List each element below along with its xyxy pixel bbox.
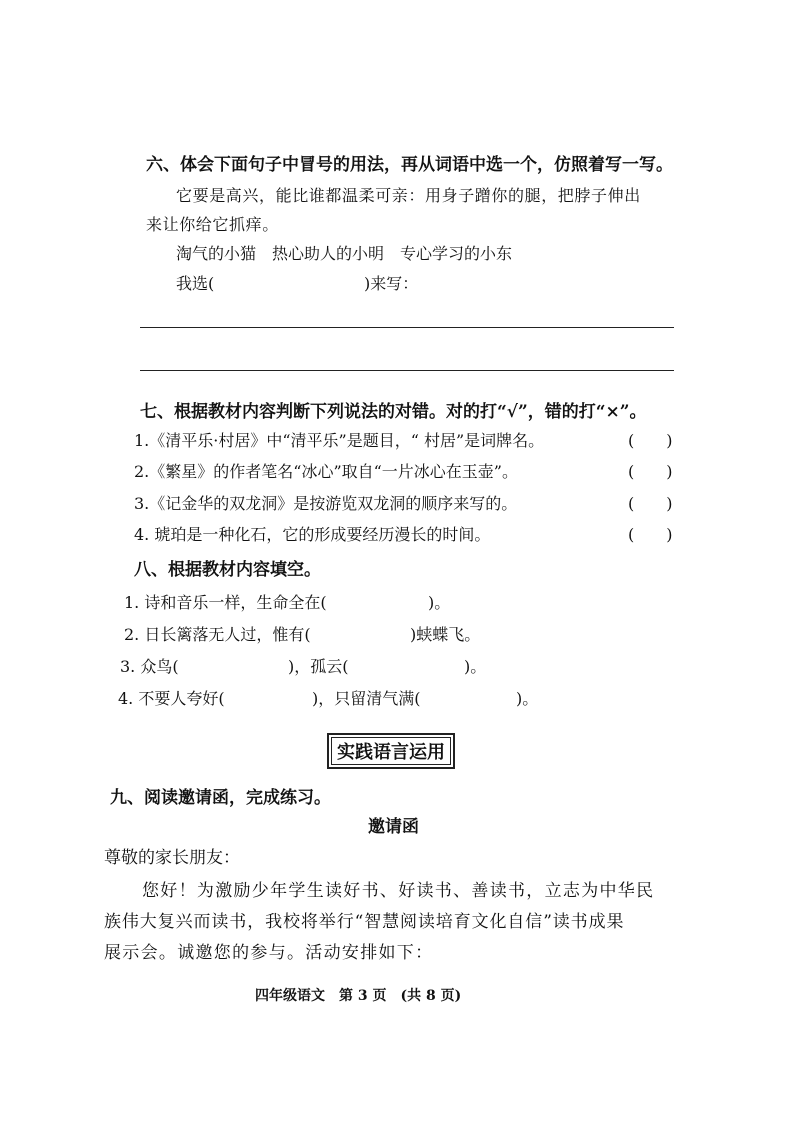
letter-body-line2: 族伟大复兴而读书，我校将举行“智慧阅读培育文化自信”读书成果 bbox=[104, 912, 625, 932]
q7-item-3: 3.《记金华的双龙洞》是按游览双龙洞的顺序来写的。 bbox=[134, 494, 518, 513]
q6-choose-blank[interactable] bbox=[222, 268, 362, 290]
q8-item2-blank[interactable] bbox=[340, 619, 408, 641]
q8-item3-b: )，孤云( bbox=[288, 657, 349, 676]
q8-item4-a: 4. 不要人夸好( bbox=[118, 689, 225, 708]
section-title-box bbox=[327, 733, 455, 769]
letter-salutation: 尊敬的家长朋友： bbox=[104, 848, 240, 868]
q8-item3-blank-1[interactable] bbox=[196, 651, 286, 673]
q6-choose-suffix: )来写： bbox=[364, 274, 419, 293]
letter-body-line3: 展示会。诚邀您的参与。活动安排如下： bbox=[104, 943, 434, 963]
q8-item1-a: 1. 诗和音乐一样，生命全在( bbox=[124, 593, 327, 612]
q7-heading: 七、根据教材内容判断下列说法的对错。对的打“√”，错的打“×”。 bbox=[140, 402, 647, 422]
q7-answer-1[interactable]: ( ) bbox=[628, 431, 673, 450]
q8-item1-blank[interactable] bbox=[356, 587, 426, 609]
q8-item4-blank-1[interactable] bbox=[242, 683, 310, 705]
q7-item-2: 2.《繁星》的作者笔名“冰心”取自“一片冰心在玉壶”。 bbox=[134, 462, 518, 481]
q6-heading: 六、体会下面句子中冒号的用法，再从词语中选一个，仿照着写一写。 bbox=[146, 155, 673, 175]
q8-item2-a: 2. 日长篱落无人过，惟有( bbox=[124, 625, 311, 644]
q8-item1-b: )。 bbox=[428, 593, 451, 612]
q8-item2-b: )蛱蝶飞。 bbox=[410, 625, 481, 644]
q9-heading: 九、阅读邀请函，完成练习。 bbox=[110, 788, 331, 808]
letter-title: 邀请函 bbox=[368, 817, 419, 837]
q8-item3-a: 3. 众鸟( bbox=[120, 657, 179, 676]
q6-example-line1: 它要是高兴，能比谁都温柔可亲：用身子蹭你的腿，把脖子伸出 bbox=[176, 186, 641, 205]
q8-item4-c: )。 bbox=[516, 689, 539, 708]
q8-item3-c: )。 bbox=[464, 657, 487, 676]
q6-choose-prefix: 我选( bbox=[176, 274, 215, 293]
q6-example-line2: 来让你给它抓痒。 bbox=[146, 215, 279, 234]
q7-item-4: 4. 琥珀是一种化石，它的形成要经历漫长的时间。 bbox=[134, 525, 491, 544]
q8-heading: 八、根据教材内容填空。 bbox=[134, 560, 321, 580]
q6-writing-line-1[interactable] bbox=[140, 327, 674, 328]
q7-answer-2[interactable]: ( ) bbox=[628, 462, 673, 481]
q7-answer-3[interactable]: ( ) bbox=[628, 494, 673, 513]
letter-body-line1: 您好！为激励少年学生读好书、好读书、善读书，立志为中华民 bbox=[142, 881, 655, 901]
page-footer: 四年级语文 第 3 页 (共 8 页) bbox=[255, 988, 462, 1004]
q7-answer-4[interactable]: ( ) bbox=[628, 525, 673, 544]
q8-item3-blank-2[interactable] bbox=[370, 651, 462, 673]
q6-options: 淘气的小猫 热心助人的小明 专心学习的小东 bbox=[176, 244, 513, 263]
section-title: 实践语言运用 bbox=[337, 742, 445, 763]
q6-writing-line-2[interactable] bbox=[140, 370, 674, 371]
q8-item4-b: )，只留清气满( bbox=[312, 689, 421, 708]
q7-item-1: 1.《清平乐·村居》中“清平乐”是题目，“ 村居”是词牌名。 bbox=[134, 431, 545, 450]
q8-item4-blank-2[interactable] bbox=[446, 683, 514, 705]
